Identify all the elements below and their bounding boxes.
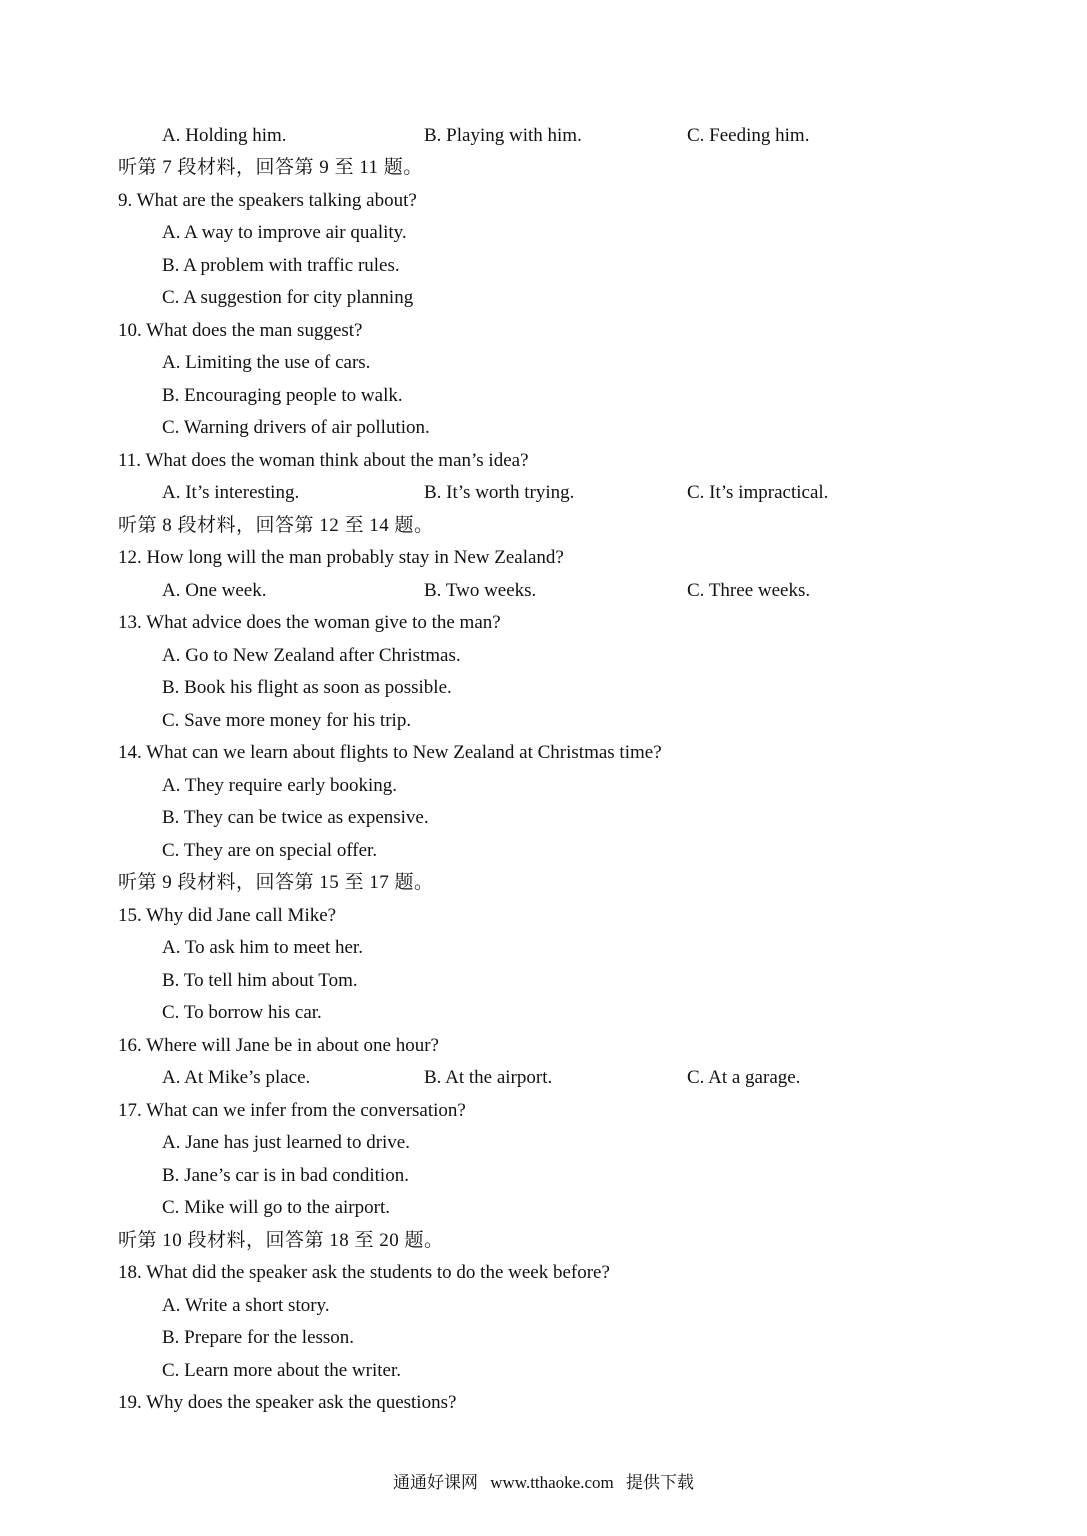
q13-stem: 13. What advice does the woman give to the man? bbox=[118, 612, 501, 633]
q10-option-b: B. Encouraging people to walk. bbox=[162, 385, 403, 406]
q9-option-a: A. A way to improve air quality. bbox=[162, 222, 407, 243]
q14-stem: 14. What can we learn about flights to New Zealand at Christmas time? bbox=[118, 742, 662, 763]
q17-option-b: B. Jane’s car is in bad condition. bbox=[162, 1165, 409, 1186]
q15-option-a: A. To ask him to meet her. bbox=[162, 937, 363, 958]
q11-options-row bbox=[0, 481, 1087, 505]
q18-stem: 18. What did the speaker ask the students to do the week before? bbox=[118, 1262, 610, 1283]
footer-url[interactable]: www.tthaoke.com bbox=[490, 1473, 614, 1492]
q14-option-a: A. They require early booking. bbox=[162, 775, 397, 796]
q12-stem: 12. How long will the man probably stay in New Zealand? bbox=[118, 547, 564, 568]
q8-option-c: C. Feeding him. bbox=[687, 125, 810, 146]
q15-option-c: C. To borrow his car. bbox=[162, 1002, 322, 1023]
q16-option-b: B. At the airport. bbox=[424, 1067, 553, 1088]
q17-option-a: A. Jane has just learned to drive. bbox=[162, 1132, 410, 1153]
q10-option-a: A. Limiting the use of cars. bbox=[162, 352, 371, 373]
section-10-heading: 听第 10 段材料，回答第 18 至 20 题。 bbox=[118, 1230, 444, 1251]
q13-option-b: B. Book his flight as soon as possible. bbox=[162, 677, 452, 698]
q8-options-row bbox=[0, 124, 1087, 148]
q8-option-a: A. Holding him. bbox=[162, 125, 287, 146]
q11-option-c: C. It’s impractical. bbox=[687, 482, 829, 503]
q16-option-c: C. At a garage. bbox=[687, 1067, 801, 1088]
q11-option-b: B. It’s worth trying. bbox=[424, 482, 575, 503]
q15-option-b: B. To tell him about Tom. bbox=[162, 970, 358, 991]
q13-option-c: C. Save more money for his trip. bbox=[162, 710, 412, 731]
footer-note: 提供下载 bbox=[626, 1473, 695, 1492]
q10-option-c: C. Warning drivers of air pollution. bbox=[162, 417, 430, 438]
q10-stem: 10. What does the man suggest? bbox=[118, 320, 363, 341]
section-8-heading: 听第 8 段材料，回答第 12 至 14 题。 bbox=[118, 515, 434, 536]
q11-option-a: A. It’s interesting. bbox=[162, 482, 300, 503]
q16-stem: 16. Where will Jane be in about one hour? bbox=[118, 1035, 439, 1056]
q12-options-row bbox=[0, 579, 1087, 603]
q9-option-c: C. A suggestion for city planning bbox=[162, 287, 414, 308]
q18-option-a: A. Write a short story. bbox=[162, 1295, 330, 1316]
q12-option-a: A. One week. bbox=[162, 580, 267, 601]
footer-site-name: 通通好课网 bbox=[392, 1473, 478, 1492]
section-7-heading: 听第 7 段材料，回答第 9 至 11 题。 bbox=[118, 157, 423, 178]
page-footer bbox=[0, 1471, 1087, 1495]
q19-stem: 19. Why does the speaker ask the questions? bbox=[118, 1392, 457, 1413]
q11-stem: 11. What does the woman think about the man’s idea? bbox=[118, 450, 529, 471]
q18-option-b: B. Prepare for the lesson. bbox=[162, 1327, 355, 1348]
q18-option-c: C. Learn more about the writer. bbox=[162, 1360, 402, 1381]
q12-option-c: C. Three weeks. bbox=[687, 580, 811, 601]
q13-option-a: A. Go to New Zealand after Christmas. bbox=[162, 645, 461, 666]
q12-option-b: B. Two weeks. bbox=[424, 580, 537, 601]
q17-option-c: C. Mike will go to the airport. bbox=[162, 1197, 390, 1218]
q17-stem: 17. What can we infer from the conversation? bbox=[118, 1100, 466, 1121]
q14-option-c: C. They are on special offer. bbox=[162, 840, 378, 861]
q8-option-b: B. Playing with him. bbox=[424, 125, 582, 146]
q15-stem: 15. Why did Jane call Mike? bbox=[118, 905, 337, 926]
q14-option-b: B. They can be twice as expensive. bbox=[162, 807, 429, 828]
q9-option-b: B. A problem with traffic rules. bbox=[162, 255, 400, 276]
section-9-heading: 听第 9 段材料，回答第 15 至 17 题。 bbox=[118, 872, 434, 893]
q16-options-row bbox=[0, 1066, 1087, 1090]
q16-option-a: A. At Mike’s place. bbox=[162, 1067, 311, 1088]
q9-stem: 9. What are the speakers talking about? bbox=[118, 190, 417, 211]
